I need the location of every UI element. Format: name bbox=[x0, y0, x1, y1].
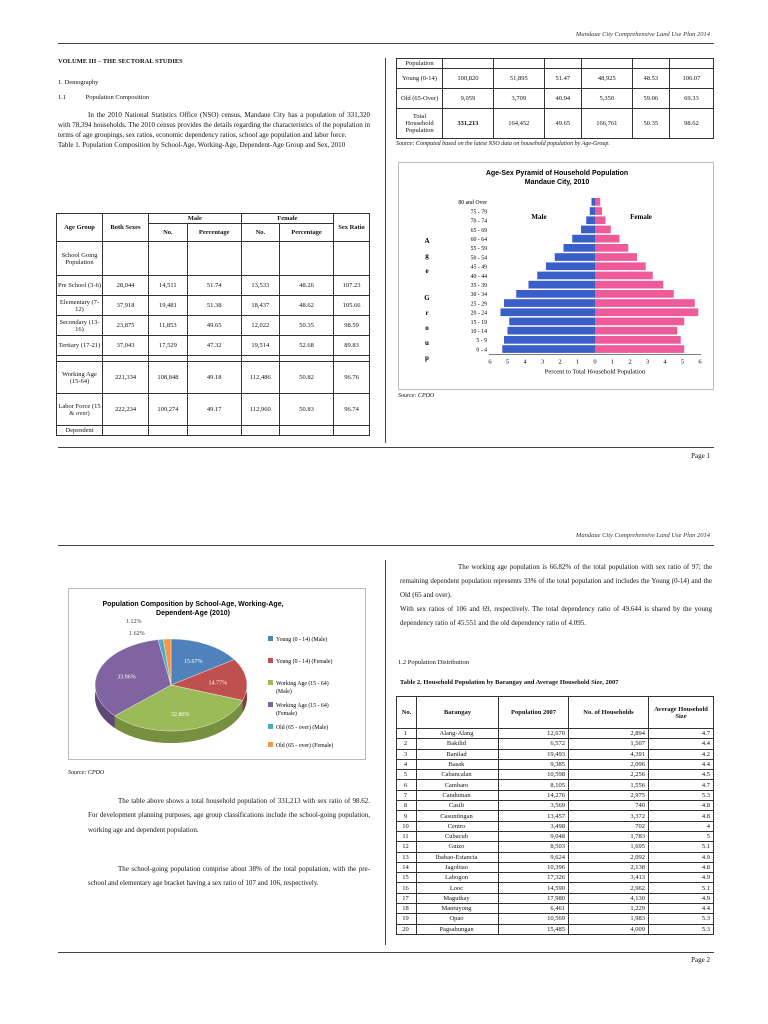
table-row bbox=[397, 873, 714, 883]
pyramid-bar-female bbox=[595, 207, 602, 215]
th-female: Female bbox=[241, 214, 333, 224]
pie-value-label: 32.86% bbox=[170, 711, 190, 718]
page2-footer-rule bbox=[58, 952, 714, 953]
table-cell: 4.4 bbox=[649, 739, 714, 749]
table-cell: 1,507 bbox=[569, 739, 649, 749]
table-cell: 4.8 bbox=[649, 811, 714, 821]
pie-title-line2: Dependent-Age (2010) bbox=[156, 610, 230, 617]
table1-continued bbox=[396, 58, 714, 139]
table-cell: 15 bbox=[397, 873, 417, 883]
table-cell: 10,598 bbox=[499, 770, 569, 780]
table-cell: 18 bbox=[397, 904, 417, 914]
pyramid-bar-male bbox=[581, 226, 595, 234]
table-cell: 17,980 bbox=[499, 893, 569, 903]
table-cell: 1,983 bbox=[569, 914, 649, 924]
table1-source: Source: Computed based on the latest NSO data on household population by Age-Group. bbox=[396, 141, 610, 147]
table-cell: 8 bbox=[397, 801, 417, 811]
table-row bbox=[397, 842, 714, 852]
table-cell: Bakilid bbox=[417, 739, 499, 749]
table-cell: 4,391 bbox=[569, 749, 649, 759]
pie-legend-label-line2: (Female) bbox=[276, 711, 297, 717]
pyramid-bar-male bbox=[592, 198, 596, 206]
table-row bbox=[397, 811, 714, 821]
table-cell: 4.4 bbox=[649, 759, 714, 769]
table-row bbox=[397, 790, 714, 800]
pyramid-bar-female bbox=[595, 345, 684, 353]
y-axis-label-letter: o bbox=[425, 324, 429, 332]
table-cell: Casili bbox=[417, 801, 499, 811]
table-cell: 4.9 bbox=[649, 893, 714, 903]
table-cell: 14 bbox=[397, 862, 417, 872]
table-cell: 3,498 bbox=[499, 821, 569, 831]
th-age-group: Age Group bbox=[57, 214, 103, 242]
pyramid-category-label: 40 - 44 bbox=[470, 273, 487, 280]
table-cell: 702 bbox=[569, 821, 649, 831]
legend-female: Female bbox=[630, 213, 652, 221]
th-male-no: No. bbox=[149, 224, 188, 242]
table-row: Working Age (15-64) 221,334 108,848 49.18 112,486 50.82 96.76 bbox=[57, 362, 370, 394]
pie-value-label: 33.96% bbox=[117, 674, 136, 681]
table-cell: Cabancalan bbox=[417, 770, 499, 780]
y-axis-label-letter: e bbox=[425, 267, 429, 275]
table-row bbox=[397, 821, 714, 831]
pyramid-category-label: 55 - 59 bbox=[470, 246, 487, 253]
table-cell: 7 bbox=[397, 790, 417, 800]
pyramid-x-tick: 5 bbox=[505, 358, 510, 366]
pyramid-bar-male bbox=[590, 207, 595, 215]
table-cell: 2,096 bbox=[569, 759, 649, 769]
pyramid-bar-female bbox=[595, 281, 663, 289]
table-row bbox=[397, 780, 714, 790]
pyramid-category-label: 25 - 29 bbox=[470, 301, 487, 308]
pyramid-bar-male bbox=[586, 216, 595, 224]
pyramid-bar-male bbox=[501, 308, 596, 316]
table-cell: Pagsabungan bbox=[417, 924, 499, 934]
table1 bbox=[56, 213, 370, 436]
table-cell: 9 bbox=[397, 811, 417, 821]
table-cell: Labogon bbox=[417, 873, 499, 883]
subsection-title: Population Composition bbox=[85, 94, 150, 101]
pyramid-bar-male bbox=[504, 299, 595, 307]
table-cell: 9,385 bbox=[499, 759, 569, 769]
table2 bbox=[396, 696, 714, 935]
table-cell: 1,229 bbox=[569, 904, 649, 914]
th-female-no: No. bbox=[241, 224, 279, 242]
table-cell: 12,670 bbox=[499, 729, 569, 739]
table-row bbox=[397, 739, 714, 749]
table-cell: 4.5 bbox=[649, 770, 714, 780]
pie-legend-label: Young (0 - 14) (Female) bbox=[276, 659, 333, 665]
table-cell: Jagobiao bbox=[417, 862, 499, 872]
pyramid-category-label: 0 - 4 bbox=[476, 347, 487, 354]
table-cell: 4.8 bbox=[649, 801, 714, 811]
table-row bbox=[397, 852, 714, 862]
table-cell: 2 bbox=[397, 739, 417, 749]
table-cell: 5 bbox=[649, 831, 714, 841]
table-cell: 5.3 bbox=[649, 924, 714, 934]
pyramid-x-tick: 3 bbox=[645, 358, 650, 366]
table-row bbox=[397, 883, 714, 893]
pie-value-label: 14.77% bbox=[208, 680, 228, 687]
th-barangay: Barangay bbox=[417, 697, 499, 729]
page1-left-column bbox=[58, 58, 370, 151]
table-row bbox=[397, 729, 714, 739]
table-cell: 5.3 bbox=[649, 790, 714, 800]
table-cell: 4.8 bbox=[649, 862, 714, 872]
pyramid-x-tick: 4 bbox=[663, 358, 667, 366]
pyramid-category-label: 30 - 34 bbox=[470, 292, 487, 299]
pyramid-title: Age-Sex Pyramid of Household Population bbox=[485, 170, 629, 177]
pyramid-category-label: 5 - 9 bbox=[476, 338, 487, 345]
table-cell: 4,130 bbox=[569, 893, 649, 903]
table-cell: 15,485 bbox=[499, 924, 569, 934]
table-cell: 14,276 bbox=[499, 790, 569, 800]
table-cell: 13,457 bbox=[499, 811, 569, 821]
pyramid-source: Source: CPDO bbox=[398, 393, 435, 399]
table-cell: 4.2 bbox=[649, 749, 714, 759]
pyramid-x-tick: 6 bbox=[698, 358, 702, 366]
pie-legend-swatch bbox=[268, 658, 273, 663]
pyramid-bar-male bbox=[509, 318, 595, 326]
pyramid-bar-female bbox=[595, 198, 600, 206]
table-row: Young (0-14) 100,820 51,895 51.47 48,925 48.53 106.07 bbox=[397, 69, 714, 89]
th-avg-size: Average Household Size bbox=[649, 697, 714, 729]
table-cell: 5.3 bbox=[649, 914, 714, 924]
table-cell: 4.7 bbox=[649, 729, 714, 739]
table-row: Old (65-Over) 9,059 3,709 40.94 5,350 59.06 69.33 bbox=[397, 89, 714, 109]
table-cell: 1,556 bbox=[569, 780, 649, 790]
pyramid-bar-male bbox=[572, 235, 595, 243]
th-female-pct: Percentage bbox=[280, 224, 334, 242]
table-cell: 9,624 bbox=[499, 852, 569, 862]
page1-column-divider bbox=[385, 58, 386, 443]
table-cell: 4.9 bbox=[649, 873, 714, 883]
table-cell: 10,569 bbox=[499, 914, 569, 924]
pyramid-bar-female bbox=[595, 272, 653, 280]
page2-right-paragraph-2: With sex ratios of 106 and 69, respectively. The total dependency ratio of 49.644 is shared by the young dependency ratio of 45.551 and the old dependency ratio of 4.095. bbox=[400, 605, 712, 627]
pyramid-x-tick: 1 bbox=[610, 358, 615, 366]
table-cell: 16 bbox=[397, 883, 417, 893]
table-cell: 4.7 bbox=[649, 780, 714, 790]
pie-legend-label: Working Age (15 - 64) bbox=[276, 681, 329, 687]
table-cell: 2,962 bbox=[569, 883, 649, 893]
pie-legend-swatch bbox=[268, 742, 273, 747]
age-sex-pyramid bbox=[399, 163, 715, 391]
subsection-number: 1.1 bbox=[58, 94, 67, 101]
page1-header-rule bbox=[58, 43, 714, 44]
pyramid-category-label: 10 - 14 bbox=[470, 329, 487, 335]
pyramid-category-label: 15 - 19 bbox=[470, 319, 487, 326]
page2-left-paragraph-2: The school-going population comprise about 38% of the total population, with the pre-school and elementary age bracket having a sex ratio of 107 and 106, respectively. bbox=[88, 865, 370, 888]
table-cell: 6,572 bbox=[499, 739, 569, 749]
page2-number: Page 2 bbox=[691, 956, 710, 964]
pyramid-bar-female bbox=[595, 226, 611, 234]
table-row: Population bbox=[397, 59, 714, 69]
pie-chart-frame bbox=[68, 588, 366, 760]
table-row bbox=[397, 924, 714, 934]
table-cell: 17 bbox=[397, 893, 417, 903]
table-cell: 3,569 bbox=[499, 801, 569, 811]
page2-column-divider bbox=[385, 560, 386, 945]
volume-title: VOLUME III – THE SECTORAL STUDIES bbox=[58, 58, 183, 65]
pie-legend-label: Old (65 - over) (Female) bbox=[276, 743, 334, 749]
table-row: Dependent bbox=[57, 426, 370, 436]
pyramid-category-label: 65 - 69 bbox=[470, 227, 487, 234]
page2-header: Mandaue City Comprehensive Land Use Plan 2014 bbox=[575, 532, 710, 539]
pyramid-bar-male bbox=[564, 244, 596, 252]
y-axis-label-letter: p bbox=[425, 354, 429, 362]
pie-legend-swatch bbox=[268, 636, 273, 641]
pie-legend-label: Young (0 - 14) (Male) bbox=[276, 637, 328, 643]
pyramid-bar-male bbox=[516, 290, 595, 298]
table-cell: 3,372 bbox=[569, 811, 649, 821]
table-cell: Maguikay bbox=[417, 893, 499, 903]
table-cell: 1,783 bbox=[569, 831, 649, 841]
intro-paragraph: In the 2010 National Statistics Office (NSO) census, Mandaue City has a population of 331,320 with 78,394 households. The 2010 census provides the details regarding the characteristics of the population in terms of age groupings, sex ratios, economic dependency ratios, school age population and labor force. bbox=[58, 111, 370, 139]
table-cell: 1,695 bbox=[569, 842, 649, 852]
table-cell: Cambaro bbox=[417, 780, 499, 790]
table-cell: 4.4 bbox=[649, 904, 714, 914]
pyramid-bar-female bbox=[595, 318, 684, 326]
pyramid-bar-male bbox=[504, 336, 595, 344]
table-cell: 19,493 bbox=[499, 749, 569, 759]
table-row bbox=[397, 904, 714, 914]
table-row bbox=[397, 914, 714, 924]
table-cell: 9,048 bbox=[499, 831, 569, 841]
table-cell: 8,503 bbox=[499, 842, 569, 852]
table-cell: 6,461 bbox=[499, 904, 569, 914]
pyramid-bar-male bbox=[508, 327, 596, 335]
table-cell: 14,590 bbox=[499, 883, 569, 893]
pyramid-x-axis-label: Percent to Total Household Population bbox=[544, 368, 646, 376]
table-row bbox=[397, 893, 714, 903]
table-cell: 5.1 bbox=[649, 842, 714, 852]
table-row bbox=[397, 770, 714, 780]
table-cell: Alang-Alang bbox=[417, 729, 499, 739]
table-row: Labor Force (15 & over) 222,234 109,274 49.17 112,960 50.83 96.74 bbox=[57, 394, 370, 426]
table-cell: 20 bbox=[397, 924, 417, 934]
pyramid-bar-female bbox=[595, 262, 646, 270]
y-axis-label-letter: G bbox=[424, 294, 430, 302]
table-row bbox=[397, 801, 714, 811]
legend-male: Male bbox=[531, 213, 547, 221]
table-cell: 4,009 bbox=[569, 924, 649, 934]
table-row: Tertiary (17-21) 37,043 17,529 47.32 19,514 52.68 89.83 bbox=[57, 336, 370, 356]
table-cell: 2,138 bbox=[569, 862, 649, 872]
table-cell: Basak bbox=[417, 759, 499, 769]
th-both-sexes: Both Sexes bbox=[103, 214, 149, 242]
table-cell: Ibabao-Estancia bbox=[417, 852, 499, 862]
pyramid-bar-male bbox=[502, 345, 595, 353]
table-row: Pre School (3-6) 28,044 14,511 51.74 13,533 48.26 107.23 bbox=[57, 276, 370, 296]
y-axis-label-letter: r bbox=[425, 309, 429, 317]
pyramid-category-label: 45 - 49 bbox=[470, 264, 487, 271]
table-cell: 740 bbox=[569, 801, 649, 811]
page1-footer-rule bbox=[58, 447, 714, 448]
population-composition-pie bbox=[69, 589, 367, 761]
page2-right-paragraph-1: The working age population is 66.82% of the total population with sex ratio of 97; the remaining dependent population represents 33% of the total population and includes the Young (0-14) and the Old (65 and over). bbox=[400, 563, 712, 599]
pie-title: Population Composition by School-Age, Working-Age, bbox=[102, 601, 284, 608]
table-row: School Going Population bbox=[57, 242, 370, 276]
pyramid-category-label: 50 - 54 bbox=[470, 255, 487, 262]
table-row bbox=[397, 749, 714, 759]
pyramid-category-label: 80 and Over bbox=[458, 200, 487, 207]
table-cell: Guizo bbox=[417, 842, 499, 852]
table-cell: Banilad bbox=[417, 749, 499, 759]
table-cell: Casuntingan bbox=[417, 811, 499, 821]
pyramid-bar-male bbox=[546, 262, 595, 270]
pyramid-bar-female bbox=[595, 244, 628, 252]
table-cell: 4.9 bbox=[649, 852, 714, 862]
pie-source: Source: CPDO bbox=[68, 770, 105, 776]
pyramid-bar-female bbox=[595, 235, 620, 243]
y-axis-label-letter: g bbox=[425, 252, 429, 260]
pyramid-x-tick: 5 bbox=[680, 358, 685, 366]
pyramid-x-tick: 1 bbox=[575, 358, 580, 366]
th-sex-ratio: Sex Ratio bbox=[334, 214, 370, 242]
table-cell: 10,396 bbox=[499, 862, 569, 872]
table2-caption: Table 2. Household Population by Barangay and Average Household Size, 2007 bbox=[400, 679, 619, 686]
pyramid-bar-female bbox=[595, 299, 695, 307]
pie-legend-swatch bbox=[268, 680, 273, 685]
pyramid-category-label: 35 - 39 bbox=[470, 283, 487, 289]
pyramid-x-tick: 2 bbox=[628, 358, 632, 366]
table-cell: 3,413 bbox=[569, 873, 649, 883]
table-cell: 4 bbox=[397, 759, 417, 769]
pie-value-label: 15.67% bbox=[184, 658, 203, 665]
pie-value-label: 1.62% bbox=[129, 631, 145, 637]
pyramid-subtitle: Mandaue City, 2010 bbox=[524, 179, 590, 186]
page1-header: Mandaue City Comprehensive Land Use Plan 2014 bbox=[575, 31, 710, 38]
table-cell: 3 bbox=[397, 749, 417, 759]
pyramid-x-tick: 3 bbox=[540, 358, 545, 366]
table-cell: 2,894 bbox=[569, 729, 649, 739]
table-row bbox=[397, 862, 714, 872]
table-row: Elementary (7-12) 37,918 19,481 51.38 18,437 48.62 105.66 bbox=[57, 296, 370, 316]
pyramid-x-tick: 4 bbox=[523, 358, 527, 366]
table-row: Total Household Population 331,213 164,452 49.65 166,761 50.35 98.62 bbox=[397, 109, 714, 139]
th-no: No. bbox=[397, 697, 417, 729]
table-row: Secondary (13-16) 23,875 11,853 49.65 12,022 50.35 98.59 bbox=[57, 316, 370, 336]
table-cell: Centro bbox=[417, 821, 499, 831]
pie-value-label: 1.12% bbox=[126, 619, 142, 625]
table-cell: 13 bbox=[397, 852, 417, 862]
pie-legend-label-line2: (Male) bbox=[276, 689, 292, 695]
pyramid-category-label: 70 - 74 bbox=[470, 218, 487, 225]
th-male: Male bbox=[149, 214, 242, 224]
pyramid-bar-male bbox=[529, 281, 596, 289]
pyramid-category-label: 75 - 79 bbox=[470, 209, 487, 216]
th-population: Population 2007 bbox=[499, 697, 569, 729]
pie-legend-swatch bbox=[268, 724, 273, 729]
page2-left-paragraph-1: The table above shows a total household population of 331,213 with sex ratio of 98.62. For development planning purposes, age group classifications include the school-going population, working age and dependent population. bbox=[88, 797, 370, 834]
y-axis-label-letter: A bbox=[424, 237, 430, 245]
table-cell: Mantuyong bbox=[417, 904, 499, 914]
pyramid-category-label: 60 - 64 bbox=[470, 237, 487, 243]
table-cell: Opao bbox=[417, 914, 499, 924]
pyramid-bar-female bbox=[595, 327, 677, 335]
table-cell: 4 bbox=[649, 821, 714, 831]
pyramid-bar-female bbox=[595, 308, 698, 316]
pyramid-bar-female bbox=[595, 253, 637, 261]
pie-legend-label: Old (65 - over) (Male) bbox=[276, 725, 329, 731]
pyramid-chart-frame bbox=[398, 162, 714, 390]
table-row bbox=[397, 759, 714, 769]
table-cell: 11 bbox=[397, 831, 417, 841]
pie-legend-swatch bbox=[268, 702, 273, 707]
pyramid-bar-female bbox=[595, 336, 681, 344]
table-cell: 2,256 bbox=[569, 770, 649, 780]
pie-legend-label: Working Age (15 - 64) bbox=[276, 703, 329, 709]
pyramid-x-tick: 2 bbox=[558, 358, 562, 366]
y-axis-label-letter: u bbox=[425, 339, 429, 347]
table-cell: 2,975 bbox=[569, 790, 649, 800]
pyramid-bar-male bbox=[537, 272, 595, 280]
table-cell: 10 bbox=[397, 821, 417, 831]
pyramid-x-tick: 6 bbox=[488, 358, 492, 366]
table1-caption: Table 1. Population Composition by School-Age, Working-Age, Dependent-Age Group and Sex, 2010 bbox=[58, 141, 346, 150]
population-distribution-heading: 1.2 Population Distribution bbox=[398, 659, 469, 666]
table-row bbox=[397, 831, 714, 841]
table-cell: 8,105 bbox=[499, 780, 569, 790]
pyramid-category-label: 20 - 24 bbox=[470, 310, 487, 317]
table-cell: 17,326 bbox=[499, 873, 569, 883]
th-male-pct: Percentage bbox=[187, 224, 241, 242]
table-cell: 5 bbox=[397, 770, 417, 780]
table-cell: 5.1 bbox=[649, 883, 714, 893]
table-cell: 19 bbox=[397, 914, 417, 924]
table-cell: Looc bbox=[417, 883, 499, 893]
section-heading: 1. Demography bbox=[58, 79, 99, 86]
table-cell: Cubacub bbox=[417, 831, 499, 841]
pyramid-bar-male bbox=[555, 253, 595, 261]
th-households: No. of Households bbox=[569, 697, 649, 729]
table-cell: 1 bbox=[397, 729, 417, 739]
page1-number: Page 1 bbox=[691, 452, 710, 460]
page2-header-rule bbox=[58, 545, 714, 546]
table-cell: 12 bbox=[397, 842, 417, 852]
table-cell: 6 bbox=[397, 780, 417, 790]
table-cell: 2,092 bbox=[569, 852, 649, 862]
pyramid-x-tick: 0 bbox=[593, 358, 597, 366]
subsection-heading bbox=[58, 94, 370, 101]
pyramid-bar-female bbox=[595, 216, 606, 224]
table-cell: Canduman bbox=[417, 790, 499, 800]
pyramid-bar-female bbox=[595, 290, 674, 298]
